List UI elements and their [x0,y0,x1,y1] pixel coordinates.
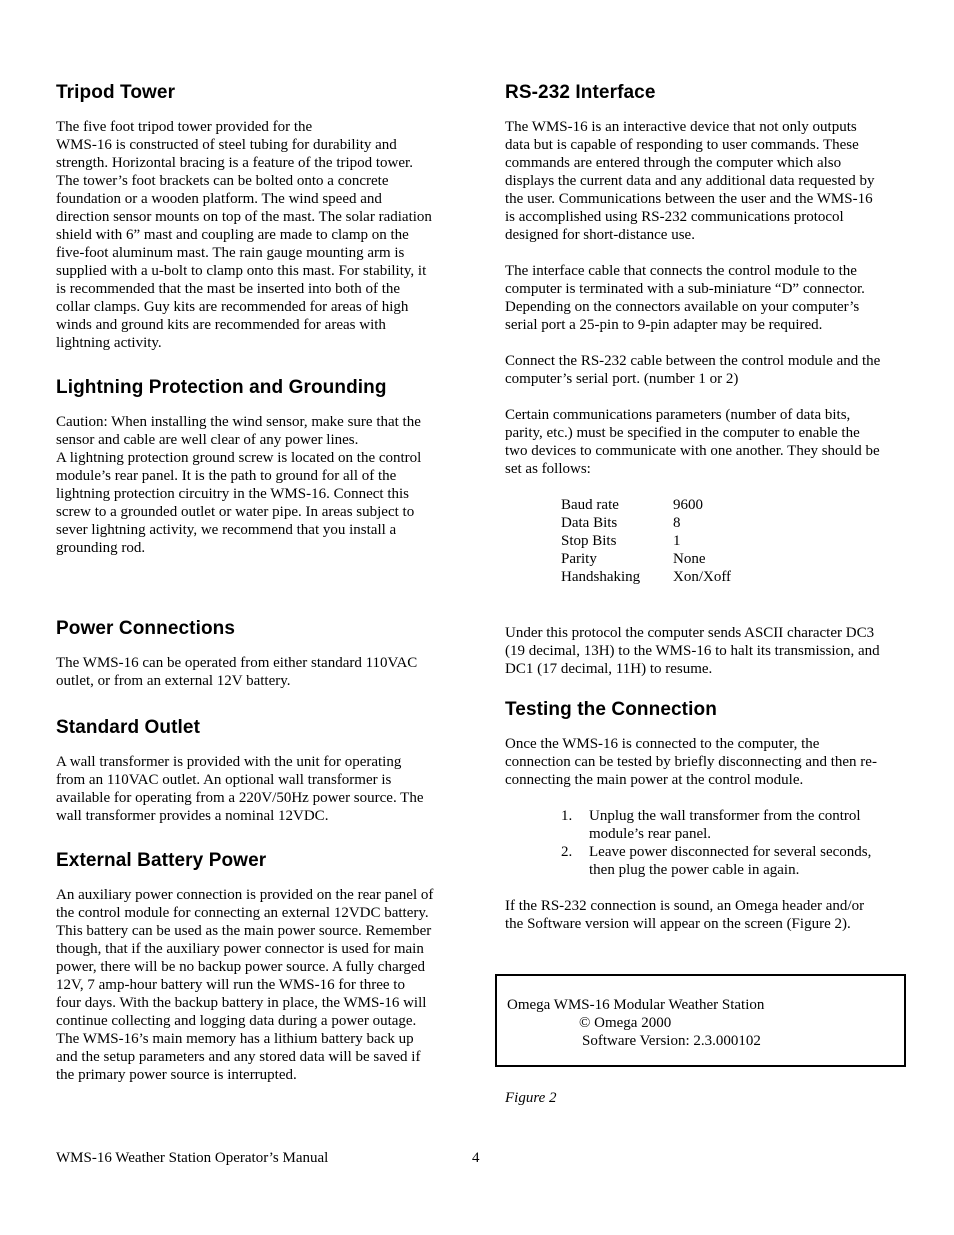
text-line: module’s rear panel. [589,826,712,842]
table-row [561,568,731,586]
text-line: Depending on the connectors available on your computer’s [505,299,860,315]
text-line: The WMS-16 can be operated from either standard 110VAC [56,655,418,671]
heading-external-battery: External Battery Power [56,850,267,871]
text-line: Leave power disconnected for several seconds, [589,844,872,860]
setting-name: Baud rate [561,497,619,513]
text-line: foundation or a wooden platform. The wind speed and [56,191,382,207]
text-line: the user. Communications between the user and the WMS-16 [505,191,873,207]
figure-line-version: Software Version: 2.3.000102 [582,1033,761,1049]
text-line: commands are entered through the computer which also [505,155,842,171]
tripod-body [56,118,456,352]
setting-name: Parity [561,551,597,567]
section-external-battery [56,848,456,1084]
setting-value: None [673,551,706,567]
text-line: The WMS-16 is an interactive device that not only outputs [505,119,857,135]
text-line: grounding rod. [56,540,146,556]
text-line: outlet, or from an external 12V battery. [56,673,291,689]
text-line: sever lightning activity, we recommend that you install a [56,522,397,538]
power-body [56,654,456,690]
setting-value: 1 [673,533,681,549]
setting-value: 9600 [673,497,703,513]
text-line: and the setup parameters and any stored data will be saved if [56,1049,421,1065]
text-line: displays the current data and any additional data requested by [505,173,875,189]
comm-settings-table [561,496,731,586]
section-power [56,616,456,690]
section-tripod-tower [56,80,456,352]
text-line: screw to a grounded outlet or water pipe. In areas subject to [56,504,415,520]
text-line: The interface cable that connects the control module to the [505,263,857,279]
text-line: The five foot tripod tower provided for the [56,119,313,135]
rs232-body [505,118,905,586]
setting-value: 8 [673,515,681,531]
list-item [561,843,905,879]
section-standard-outlet [56,715,456,825]
text-line: two devices to communicate with one another. They should be [505,443,880,459]
text-line: The WMS-16’s main memory has a lithium battery back up [56,1031,414,1047]
protocol-paragraph [505,624,905,678]
text-line: designed for short-distance use. [505,227,695,243]
setting-value: Xon/Xoff [673,569,732,585]
text-line: A wall transformer is provided with the unit for operating [56,754,402,770]
text-line: (19 decimal, 13H) to the WMS-16 to halt its transmission, and [505,643,880,659]
text-line: module’s rear panel. It is the path to ground for all of the [56,468,397,484]
text-line: The tower’s foot brackets can be bolted onto a concrete [56,173,389,189]
heading-rs232: RS-232 Interface [505,82,656,103]
step-number: 1. [561,808,573,824]
text-line: the control module for connecting an external 12VDC battery. [56,905,429,921]
text-line: lightning activity. [56,335,162,351]
heading-testing: Testing the Connection [505,699,717,720]
page-number: 4 [472,1150,480,1166]
text-line: is recommended that the mast be inserted into both of the [56,281,401,297]
text-line: connection can be tested by briefly disconnecting and then re- [505,754,877,770]
text-line: Under this protocol the computer sends ASCII character DC3 [505,625,875,641]
heading-tripod-tower: Tripod Tower [56,82,176,103]
text-line: available for operating from a 220V/50Hz power source. The [56,790,424,806]
text-line: winds and ground kits are recommended for areas with [56,317,386,333]
text-line: Caution: When installing the wind sensor, make sure that the [56,414,421,430]
text-line: shield with 6” mast and coupling are made to clamp on the [56,227,409,243]
text-line: the primary power source is interrupted. [56,1067,297,1083]
text-line: An auxiliary power connection is provided on the rear panel of [56,887,434,903]
text-line: Unplug the wall transformer from the control [589,808,861,824]
text-line: strength. Horizontal bracing is a feature of the tripod tower. [56,155,413,171]
text-line: wall transformer provides a nominal 12VDC. [56,808,329,824]
text-line: direction sensor mounts on top of the mast. The solar radiation [56,209,432,225]
figure-line-title: Omega WMS-16 Modular Weather Station [507,997,765,1013]
text-line: Connect the RS-232 cable between the control module and the [505,353,881,369]
heading-lightning: Lightning Protection and Grounding [56,377,387,398]
text-line: lightning protection circuitry in the WMS-16. Connect this [56,486,410,502]
text-line: four days. With the backup battery in place, the WMS-16 will [56,995,427,1011]
table-row [561,514,731,532]
text-line: collar clamps. Guy kits are recommended for areas of high [56,299,409,315]
step-number: 2. [561,844,573,860]
text-line: This battery can be used as the main power source. Remember [56,923,432,939]
table-row [561,550,731,568]
section-lightning [56,375,456,557]
text-line: set as follows: [505,461,591,477]
figure-caption: Figure 2 [505,1090,557,1106]
section-rs232 [505,80,905,586]
table-row [561,496,731,514]
figure-2-box [495,974,906,1067]
text-line: supplied with a u-bolt to clamp onto this mast. For stability, it [56,263,427,279]
text-line: continue collecting and logging data during a power outage. [56,1013,417,1029]
text-line: A lightning protection ground screw is located on the control [56,450,422,466]
text-line: computer is terminated with a sub-miniature “D” connector. [505,281,865,297]
text-line: WMS-16 is constructed of steel tubing for durability and [56,137,397,153]
setting-name: Data Bits [561,515,618,531]
text-line: parity, etc.) must be specified in the computer to enable the [505,425,860,441]
lightning-body [56,413,456,557]
heading-standard-outlet: Standard Outlet [56,717,201,738]
text-line: five-foot aluminum mast. The rain gauge mounting arm is [56,245,405,261]
text-line: 12V, 7 amp-hour battery will run the WMS-16 for three to [56,977,405,993]
text-line: the Software version will appear on the screen (Figure 2). [505,916,851,932]
section-testing [505,697,905,933]
list-item [561,807,905,843]
steps-list [561,807,905,879]
text-line: from an 110VAC outlet. An optional wall transformer is [56,772,392,788]
text-line: Once the WMS-16 is connected to the computer, the [505,736,820,752]
outlet-body [56,753,456,825]
text-line: If the RS-232 connection is sound, an Omega header and/or [505,898,865,914]
footer-title: WMS-16 Weather Station Operator’s Manual [56,1150,329,1166]
testing-body [505,735,905,933]
text-line: sensor and cable are well clear of any power lines. [56,432,359,448]
setting-name: Handshaking [561,569,641,585]
text-line: though, that if the auxiliary power connector is used for main [56,941,424,957]
text-line: Certain communications parameters (number of data bits, [505,407,851,423]
text-line: serial port a 25-pin to 9-pin adapter may be required. [505,317,823,333]
figure-line-copyright: © Omega 2000 [579,1015,672,1031]
text-line: data but is capable of responding to user commands. These [505,137,859,153]
battery-body [56,886,456,1084]
text-line: is accomplished using RS-232 communications protocol [505,209,844,225]
text-line: then plug the power cable in again. [589,862,800,878]
text-line: DC1 (17 decimal, 11H) to resume. [505,661,713,677]
text-line: computer’s serial port. (number 1 or 2) [505,371,739,387]
setting-name: Stop Bits [561,533,617,549]
text-line: connecting the main power at the control module. [505,772,804,788]
table-row [561,532,731,550]
heading-power: Power Connections [56,618,236,639]
text-line: power, there will be no backup power source. A fully charged [56,959,426,975]
